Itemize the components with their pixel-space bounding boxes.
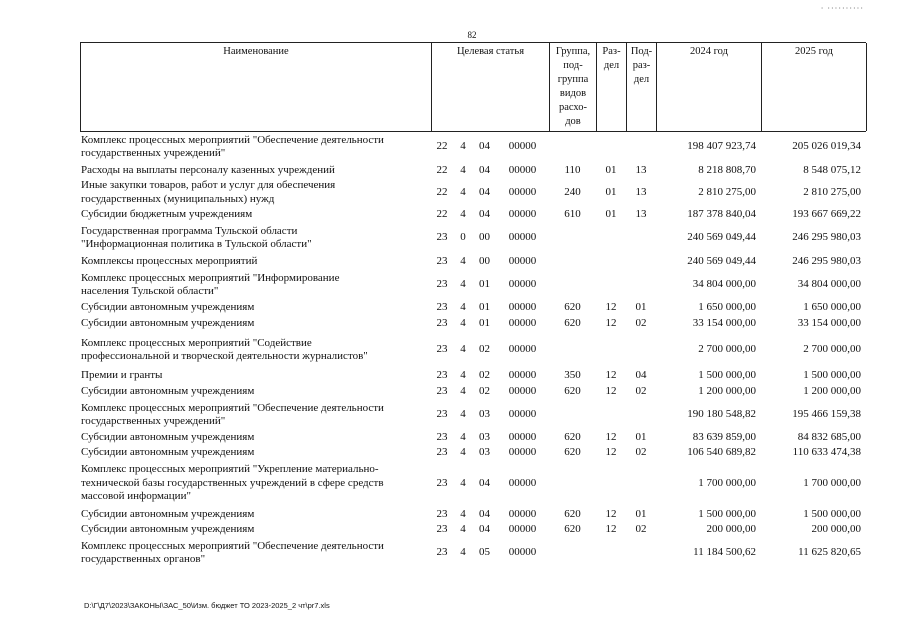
target-complex-code: 04 [479, 185, 490, 198]
expense-group-code: 620 [564, 507, 581, 520]
section-code: 01 [605, 163, 617, 176]
amount-2025: 1 700 000,00 [803, 476, 861, 489]
row-name: Комплекс процессных мероприятий "Содействие профессиональной и творческой деятельности журналистов" [81, 336, 368, 362]
amount-2024: 1 500 000,00 [698, 369, 756, 382]
expense-group-code: 620 [564, 316, 581, 329]
target-complex-code: 04 [479, 207, 490, 220]
row-name: Субсидии автономным учреждениям [81, 316, 255, 329]
expense-group-code: 110 [564, 163, 581, 176]
target-direction-code: 00000 [508, 385, 537, 398]
table-row [80, 332, 866, 368]
row-name: Комплекс процессных мероприятий "Обеспечение деятельности государственных учреждений" [81, 133, 384, 159]
header-stamp: · ·········· [820, 4, 864, 13]
target-type-code: 4 [460, 408, 466, 421]
target-direction-code: 00000 [508, 163, 537, 176]
target-type-code: 4 [460, 254, 466, 267]
row-name: Премии и гранты [81, 369, 163, 382]
expense-group-code: 620 [564, 445, 581, 458]
target-direction-code: 00000 [508, 254, 537, 267]
target-type-code: 4 [460, 300, 466, 313]
target-type-code: 4 [460, 546, 466, 559]
table-row [80, 162, 866, 179]
target-direction-code: 00000 [508, 231, 537, 244]
target-complex-code: 02 [479, 343, 490, 356]
row-name: Субсидии автономным учреждениям [81, 385, 255, 398]
amount-2024: 2 700 000,00 [698, 343, 756, 356]
row-name: Субсидии автономным учреждениям [81, 300, 255, 313]
expense-group-code: 350 [564, 369, 581, 382]
target-program-code: 23 [436, 300, 448, 313]
target-type-code: 4 [460, 476, 466, 489]
target-complex-code: 03 [479, 445, 490, 458]
target-direction-code: 00000 [508, 300, 537, 313]
target-type-code: 4 [460, 163, 466, 176]
target-program-code: 23 [436, 254, 448, 267]
target-complex-code: 01 [479, 278, 490, 291]
row-name: Комплекс процессных мероприятий "Укрепление материально- технической базы государственных учреждений в сфере средств массовой информации" [81, 463, 384, 503]
row-name: Иные закупки товаров, работ и услуг для обеспечения государственных (муниципальных) нужд [81, 179, 336, 205]
section-code: 12 [605, 507, 617, 520]
section-code: 12 [605, 430, 617, 443]
subsection-code: 01 [635, 300, 647, 313]
target-direction-code: 00000 [508, 140, 537, 153]
table-row [80, 522, 866, 538]
target-program-code: 23 [436, 385, 448, 398]
amount-2024: 240 569 049,44 [687, 254, 756, 267]
table-row [80, 430, 866, 445]
section-code: 12 [605, 445, 617, 458]
target-direction-code: 00000 [508, 185, 537, 198]
row-name: Субсидии автономным учреждениям [81, 507, 255, 520]
target-complex-code: 04 [479, 523, 490, 536]
amount-2024: 1 200 000,00 [698, 385, 756, 398]
target-type-code: 0 [460, 231, 466, 244]
subsection-code: 02 [635, 385, 647, 398]
header-target-article: Целевая статья [432, 43, 550, 131]
amount-2025: 1 500 000,00 [803, 507, 861, 520]
table-row [80, 223, 866, 253]
target-direction-code: 00000 [508, 278, 537, 291]
subsection-code: 02 [635, 445, 647, 458]
target-type-code: 4 [460, 278, 466, 291]
target-direction-code: 00000 [508, 523, 537, 536]
page-number: 82 [467, 30, 477, 40]
table-row [80, 300, 866, 315]
target-type-code: 4 [460, 207, 466, 220]
target-complex-code: 04 [479, 163, 490, 176]
table-row [80, 179, 866, 206]
target-program-code: 23 [436, 369, 448, 382]
row-name: Субсидии автономным учреждениям [81, 430, 255, 443]
expense-group-code: 620 [564, 523, 581, 536]
target-program-code: 23 [436, 408, 448, 421]
table-row [80, 538, 866, 568]
amount-2024: 2 810 275,00 [698, 185, 756, 198]
amount-2025: 1 200 000,00 [803, 385, 861, 398]
header-expense-group: Группа, под- группа видов расхо- дов [550, 43, 597, 131]
target-program-code: 23 [436, 507, 448, 520]
header-subsection: Под- раз- дел [627, 43, 657, 131]
amount-2024: 1 500 000,00 [698, 507, 756, 520]
amount-2024: 198 407 923,74 [687, 140, 756, 153]
target-program-code: 23 [436, 476, 448, 489]
amount-2025: 2 810 275,00 [803, 185, 861, 198]
subsection-code: 04 [635, 369, 647, 382]
amount-2025: 1 650 000,00 [803, 300, 861, 313]
amount-2024: 190 180 548,82 [687, 408, 756, 421]
target-type-code: 4 [460, 316, 466, 329]
amount-2025: 195 466 159,38 [792, 408, 861, 421]
amount-2025: 246 295 980,03 [792, 254, 861, 267]
target-type-code: 4 [460, 185, 466, 198]
amount-2025: 8 548 075,12 [803, 163, 861, 176]
table-row [80, 400, 866, 430]
target-direction-code: 00000 [508, 546, 537, 559]
expense-group-code: 620 [564, 430, 581, 443]
table-row [80, 132, 866, 162]
subsection-code: 01 [635, 430, 647, 443]
table-row [80, 368, 866, 384]
amount-2025: 11 625 820,65 [798, 546, 861, 559]
target-complex-code: 01 [479, 316, 490, 329]
amount-2024: 106 540 689,82 [687, 445, 756, 458]
target-complex-code: 00 [479, 231, 490, 244]
target-complex-code: 04 [479, 140, 490, 153]
subsection-code: 02 [635, 523, 647, 536]
table-row [80, 206, 866, 223]
subsection-code: 13 [635, 207, 647, 220]
amount-2024: 240 569 049,44 [687, 231, 756, 244]
target-program-code: 23 [436, 343, 448, 356]
target-complex-code: 02 [479, 369, 490, 382]
table-body [80, 132, 866, 568]
target-type-code: 4 [460, 369, 466, 382]
amount-2025: 33 154 000,00 [797, 316, 861, 329]
target-program-code: 23 [436, 445, 448, 458]
amount-2025: 84 832 685,00 [797, 430, 861, 443]
target-program-code: 22 [436, 163, 448, 176]
row-name: Расходы на выплаты персоналу казенных учреждений [81, 163, 335, 176]
target-type-code: 4 [460, 430, 466, 443]
target-direction-code: 00000 [508, 476, 537, 489]
row-name: Государственная программа Тульской области "Информационная политика в Тульской области" [81, 224, 312, 250]
amount-2025: 110 633 474,38 [792, 445, 861, 458]
section-code: 12 [605, 385, 617, 398]
target-complex-code: 03 [479, 408, 490, 421]
table-row [80, 445, 866, 460]
target-program-code: 22 [436, 207, 448, 220]
section-code: 12 [605, 369, 617, 382]
section-code: 01 [605, 185, 617, 198]
target-direction-code: 00000 [508, 430, 537, 443]
target-direction-code: 00000 [508, 507, 537, 520]
table-row [80, 384, 866, 400]
section-code: 12 [605, 300, 617, 313]
subsection-code: 02 [635, 316, 647, 329]
row-name: Комплексы процессных мероприятий [81, 254, 258, 267]
amount-2025: 193 667 669,22 [792, 207, 861, 220]
amount-2024: 33 154 000,00 [692, 316, 756, 329]
row-name: Комплекс процессных мероприятий "Обеспечение деятельности государственных учреждений" [81, 401, 384, 427]
header-name: Наименование [81, 43, 432, 131]
row-name: Комплекс процессных мероприятий "Обеспечение деятельности государственных органов" [81, 539, 384, 565]
table-row [80, 460, 866, 507]
amount-2025: 1 500 000,00 [803, 369, 861, 382]
target-program-code: 23 [436, 523, 448, 536]
table-header [80, 42, 866, 132]
amount-2024: 34 804 000,00 [692, 278, 756, 291]
target-complex-code: 04 [479, 507, 490, 520]
amount-2025: 200 000,00 [811, 523, 861, 536]
table-row [80, 270, 866, 300]
target-type-code: 4 [460, 140, 466, 153]
section-code: 01 [605, 207, 617, 220]
section-code: 12 [605, 523, 617, 536]
amount-2024: 187 378 840,04 [687, 207, 756, 220]
table-row [80, 315, 866, 332]
target-type-code: 4 [460, 385, 466, 398]
target-complex-code: 05 [479, 546, 490, 559]
table-row [80, 253, 866, 270]
amount-2024: 1 700 000,00 [698, 476, 756, 489]
target-complex-code: 01 [479, 300, 490, 313]
subsection-code: 13 [635, 185, 647, 198]
subsection-code: 13 [635, 163, 647, 176]
row-name: Субсидии бюджетным учреждениям [81, 207, 253, 220]
amount-2025: 246 295 980,03 [792, 231, 861, 244]
expense-group-code: 620 [564, 385, 581, 398]
row-name: Субсидии автономным учреждениям [81, 445, 255, 458]
budget-table [80, 42, 866, 568]
amount-2024: 1 650 000,00 [698, 300, 756, 313]
target-complex-code: 03 [479, 430, 490, 443]
table-row [80, 507, 866, 522]
row-name: Субсидии автономным учреждениям [81, 523, 255, 536]
target-program-code: 22 [436, 140, 448, 153]
amount-2024: 200 000,00 [706, 523, 756, 536]
amount-2024: 11 184 500,62 [693, 546, 756, 559]
target-complex-code: 02 [479, 385, 490, 398]
expense-group-code: 610 [564, 207, 581, 220]
amount-2025: 205 026 019,34 [792, 140, 861, 153]
target-program-code: 23 [436, 430, 448, 443]
target-program-code: 23 [436, 316, 448, 329]
target-complex-code: 04 [479, 476, 490, 489]
target-direction-code: 00000 [508, 445, 537, 458]
target-type-code: 4 [460, 343, 466, 356]
target-program-code: 23 [436, 546, 448, 559]
footer-file-path: D:\Г\Д7\2023\ЗАКОНЫ\ЗАС_50\Изм. бюджет ТО 2023-2025_2 чт\pr7.xls [84, 601, 330, 610]
header-year-2025: 2025 год [762, 43, 867, 131]
target-direction-code: 00000 [508, 369, 537, 382]
amount-2024: 8 218 808,70 [698, 163, 756, 176]
expense-group-code: 240 [564, 185, 581, 198]
row-name: Комплекс процессных мероприятий "Информирование населения Тульской области" [81, 271, 340, 297]
amount-2024: 83 639 859,00 [692, 430, 756, 443]
target-program-code: 23 [436, 278, 448, 291]
target-type-code: 4 [460, 507, 466, 520]
target-direction-code: 00000 [508, 316, 537, 329]
expense-group-code: 620 [564, 300, 581, 313]
target-direction-code: 00000 [508, 207, 537, 220]
target-complex-code: 00 [479, 254, 490, 267]
target-type-code: 4 [460, 523, 466, 536]
target-direction-code: 00000 [508, 408, 537, 421]
section-code: 12 [605, 316, 617, 329]
target-program-code: 23 [436, 231, 448, 244]
subsection-code: 01 [635, 507, 647, 520]
target-type-code: 4 [460, 445, 466, 458]
target-direction-code: 00000 [508, 343, 537, 356]
header-year-2024: 2024 год [657, 43, 762, 131]
amount-2025: 34 804 000,00 [797, 278, 861, 291]
target-program-code: 22 [436, 185, 448, 198]
amount-2025: 2 700 000,00 [803, 343, 861, 356]
header-section: Раз- дел [597, 43, 627, 131]
